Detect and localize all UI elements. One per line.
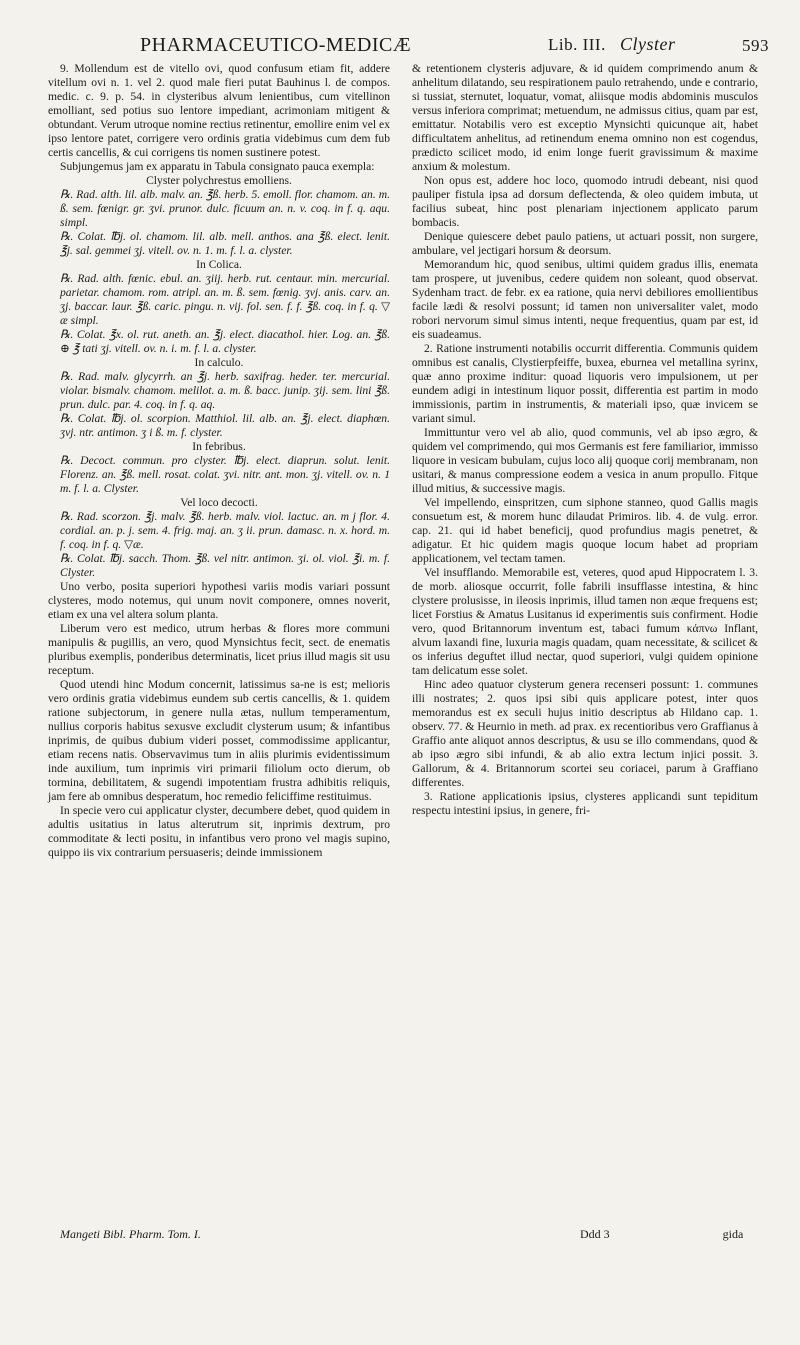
recipe: ℞. Colat. ℔j. ol. chamom. lil. alb. mell. anthos. ana ℥ß. elect. lenit. ℥j. sal. gemmei ʒj. vitell. ov. n. 1. m. f. l. a. clyster.	[60, 230, 390, 257]
recipe-heading: Vel loco decocti.	[180, 496, 258, 509]
signature-mark: Ddd 3	[580, 1227, 610, 1241]
paragraph: & retentionem clysteris adjuvare, & id quidem comprimendo anum & anhelitum dilatando, seu respirationem paulo retrahendo, unde e contrario, si tussiat, sternutet, loquatur, vomat, aliisque modis abdominis musculos versus inferiora comprimat; metuendum, ne admissus citius, quam par est, emittatur. Notabilis vero est exceptio Mynsichti quicunque ait, habet difficultatem anhelitus, ad retinendum enema omnino non est cogendus, prædicto scilicet modo, id enim longe fuerit gravissimum & maxime anxium & molestum.	[412, 62, 758, 173]
left-column	[48, 62, 390, 860]
paragraph: 9. Mollendum est de vitello ovi, quod confusum etiam fit, addere vitellum ovi n. 1. vel 2. quod male fieri putat Bauhinus l. de compos. medic. c. 9. p. 54. in clysteribus alvum lenientibus, cum vitellinon emolliant, sed potius suo lentore impediant, acrimoniam mitigent & obtundant. Verum utroque nomine rectius retinentur, emollire enim vel ex ipso lentore patet, corrigere vero ordinis gratia videbimus cum dem fub certis cancellis, & cui corrigens tis nomen sustinere potest.	[48, 62, 390, 159]
recipe: ℞. Rad. alth. lil. alb. malv. an. ℥ß. herb. 5. emoll. flor. chamom. an. m. ß. sem. fœnigr. gr. ʒvi. prunor. dulc. ficuum an. n. v. coq. in f. q. aqu. simpl.	[60, 188, 390, 229]
paragraph: Subjungemus jam ex apparatu in Tabula consignato pauca exempla:	[60, 160, 375, 173]
paragraph: Hinc adeo quatuor clysterum genera recenseri possunt: 1. communes illi nostrates; 2. quos ipsi sibi quis applicare potest, inter quos memorandus est ex seculi hujus initio descriptus ab Hildano cap. 1. observ. 77. & Heurnio in meth. ad prax. ex recentioribus vero Graffianus à Graffio ante aliquot annos descriptus, & usu se illo commendans, quod & ab ipso ægro sibi infundi, & ab alio extra lectum injici possit. 3. Gallorum, & 4. Britannorum scortei seu coriacei, parum à Graffiano differentes.	[412, 678, 758, 789]
paragraph: 3. Ratione applicationis ipsius, clysteres applicandi sunt tepiditum respectu intestini ipsius, in genere, fri-	[412, 790, 758, 817]
paragraph: Vel impellendo, einspritzen, cum siphone stanneo, quod Gallis magis consuetum est, & morem hunc dilaudat Primiros. lib. 4. de vulg. error. cap. 21. qui id habet beneficij, quod profundius magis penetret, & adigatur. Et hic quidem magis quoque locum habet ad propriam applicationem, vel tectam tamen.	[412, 496, 758, 565]
recipe-heading: In Colica.	[196, 258, 242, 271]
paragraph: Non opus est, addere hoc loco, quomodo intrudi debeant, nisi quod pauliper fistula ipsa ad dorsum deflectenda, & oleo quidem imbuta, ut facilius subeat, hinc post plenariam injectionem applicato parum bombacis.	[412, 174, 758, 229]
running-header	[140, 34, 769, 60]
paragraph: In specie vero cui applicatur clyster, decumbere debet, quod quidem in adultis usitatius in latus alterutrum sit, inprimis dextrum, pro commoditate & lecti positu, in infantibus vero prono vel magis supino, quippo iis vix contrarium persuaseris; deinde immissionem	[48, 804, 390, 859]
recipe: ℞. Rad. alth. fœnic. ebul. an. ʒiij. herb. rut. centaur. min. mercurial. parietar. chamom. rom. atripl. an. m. ß. sem. fœnig. ʒvj. anis. carv. an. ʒj. baccar. laur. ℥ß. caric. pingu. n. vij. fol. sen. f. f. ℥ß. coq. in f. q. ▽ æ simpl.	[60, 272, 390, 327]
running-title: PHARMACEUTICO-MEDICÆ	[140, 34, 412, 56]
section-name: Clyster	[620, 34, 676, 54]
paragraph: Denique quiescere debet paulo patiens, ut actuari possit, non surgere, ambulare, vel jectigari horsum & deorsum.	[412, 230, 758, 257]
recipe-heading: In febribus.	[192, 440, 246, 453]
recipe: ℞. Rad. malv. glycyrrh. an ℥j. herb. saxifrag. heder. ter. mercurial. violar. bismalv. chamom. melilot. a. m. ß. bacc. junip. ʒij. sem. lini ℥ß. prun. dulc. par. 4. coq. in f. q. aq.	[60, 370, 390, 411]
recipe-heading: In calculo.	[194, 356, 244, 369]
paragraph: Vel insufflando. Memorabile est, veteres, quod apud Hippocratem l. 3. de morb. aliosque occurrit, folle fabrili insufflasse intestina, & hinc clystere prolusisse, in ileosis inprimis, illud tamen non æque frequens est; licet Forstius & Amatus Lusitanus id experimentis suis confirment. Hodie vero, quod Britannorum inventum est, tabaci fumum κάπνω Inflant, alvum laxandi fine, luxuria magis quadam, quam necessitate, & scilicet & os inferius deguftet illud nectar, quod superiori, vulgi quidem opinione tam delicatum esse solet.	[412, 566, 758, 677]
paragraph: Immittuntur vero vel ab alio, quod communis, vel ab ipso ægro, & quidem vel comprimendo, qui mos Germanis est fere familiarior, immisso liquore in vesicam bubulam, cujus loco alij quoque corij membranam, non usitari, & manus compressione eodem a vesica in anum propullo. Fitque illud mitius, & successive magis.	[412, 426, 758, 495]
footer-signature-line	[520, 1227, 760, 1242]
recipe: ℞. Colat. ℔j. sacch. Thom. ℥ß. vel nitr. antimon. ʒi. ol. viol. ℥i. m. f. Clyster.	[60, 552, 390, 579]
paragraph: 2. Ratione instrumenti notabilis occurrit differentia. Communis quidem omnibus est canalis, Clystierpfeiffe, buxea, eburnea vel metallina syrinx, quæ anno proxime inditur: quoad liquoris vero impulsionem, ut per eundem adigi in intestinum liquor possit, differentia est partim in modo immissionis, partim in instrumentis, & materiali ipso, quæ invicem se variant simul.	[412, 342, 758, 425]
recipe: ℞. Colat. ℔j. ol. scorpion. Matthiol. lil. alb. an. ℥j. elect. diaphœn. ʒvj. ntr. antimon. ʒ i ß. m. f. clyster.	[60, 412, 390, 439]
page-number: 593	[742, 36, 769, 55]
paragraph: Memorandum hic, quod senibus, ultimi quidem gradus illis, enemata tam prospere, ut juvenibus, cedere quidem non soleant, quod observat. Sydenham tract. de febr. ex ea ratione, quia nervi debiliores emollientibus facile lædi & resolvi possunt; id tamen non universaliter valet, modo robori nervorum simul simus intenti, neque frequentius, quam par est, id eis suadeamus.	[412, 258, 758, 341]
right-column	[412, 62, 758, 818]
paragraph: Quod utendi hinc Modum concernit, latissimus sa-ne is est; melioris vero ordinis gratia videbimus eundem sub certis cancellis, & 1. quidem ratione subjectorum, in genere nulla ætas, nullum temperamentum, nullius corporis habitus sexusve excludit clysterum usum; & infantibus inprimis, de quibus dubium videri posset, commodissime applicantur, etiam recens natis. Observavimus tum in aliis plurimis evidentissimum inde auxilium, tum inprimis viri primarii filiolum octo dierum, ob tormina, debilitatem, & sugendi impotentiam frustra adhibitis reliquis, jam fere ab omnibus desperatum, hoc remedio feliciffime restituimus.	[48, 678, 390, 803]
book-number: Lib. III.	[548, 35, 606, 54]
footer-title: Mangeti Bibl. Pharm. Tom. I.	[60, 1227, 201, 1241]
recipe-heading: Clyster polychrestus emolliens.	[146, 174, 292, 187]
catchword: gida	[722, 1227, 744, 1241]
paragraph: Liberum vero est medico, utrum herbas & flores more communi manipulis & pugillis, an vero, quod Mynsichtus fecit, sect. de enematis pluribus exemplis, ponderibus determinatis, licet prius illud magis sit usu receptum.	[48, 622, 390, 677]
recipe: ℞. Decoct. commun. pro clyster. ℔j. elect. diaprun. solut. lenit. Florenz. an. ℥ß. mell. rosat. colat. ʒvi. nitr. ant. mon. ʒj. vitell. ov. n. 1 m. f. l. a. Clyster.	[60, 454, 390, 495]
paragraph: Uno verbo, posita superiori hypothesi variis modis variari possunt clysteres, modo notemus, qui unum novit componere, omnes noverit, etiam ex una vel altera solum planta.	[48, 580, 390, 621]
recipe: ℞. Colat. ℥x. ol. rut. aneth. an. ℥j. elect. diacathol. hier. Log. an. ℥ß. ⊕ ℥ tati ʒj. vitell. ov. n. i. m. f. l. a. clyster.	[60, 328, 390, 355]
recipe: ℞. Rad. scorzon. ℥j. malv. ℥ß. herb. malv. viol. lactuc. an. m j flor. 4. cordial. an. p. j. sem. 4. frig. maj. an. ʒ ii. prun. damasc. n. x. hord. m. f. coq. in f. q. ▽æ.	[60, 510, 390, 551]
